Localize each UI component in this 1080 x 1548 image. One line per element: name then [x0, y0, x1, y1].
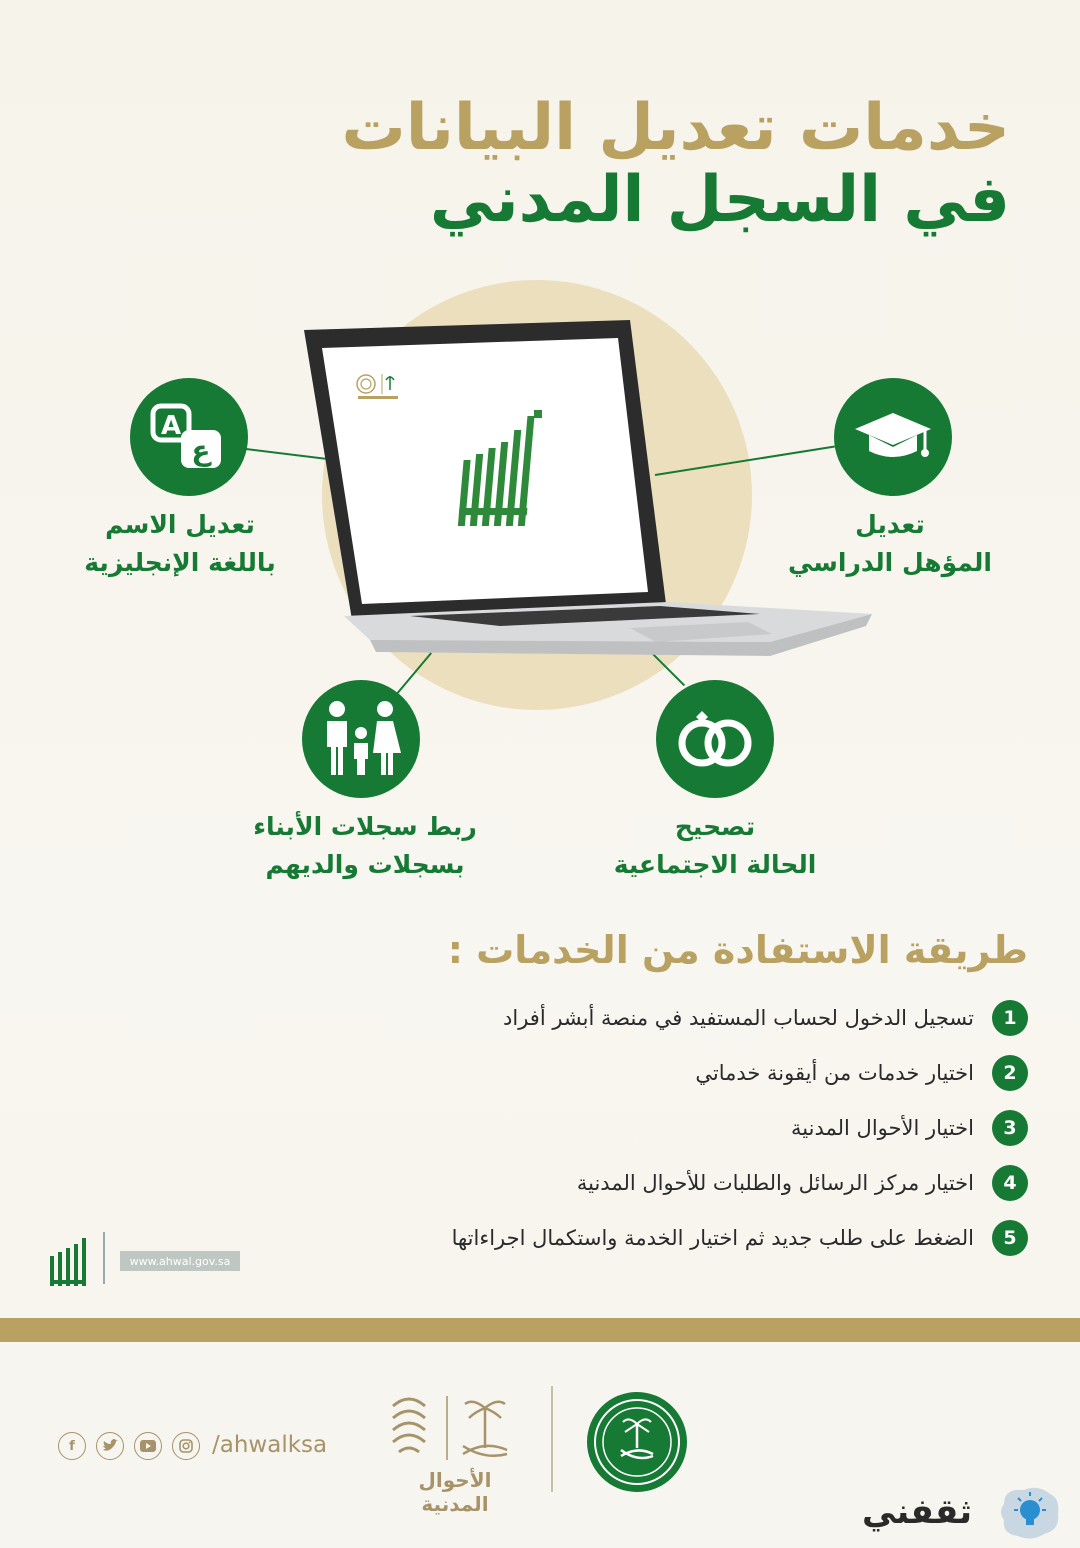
graduation-cap-icon [853, 407, 933, 467]
language-translate-icon [149, 402, 229, 472]
service-link-children-circle [302, 680, 420, 798]
palm-swords-icon [463, 1402, 507, 1456]
svg-text:A: A [160, 411, 182, 441]
svg-text:ع: ع [191, 434, 211, 467]
page-title-line2: في السجل المدني [429, 163, 1010, 237]
service-marital-status-label: تصحيح الحالة الاجتماعية [613, 812, 817, 879]
list-item [328, 1163, 1028, 1203]
list-item [328, 998, 1028, 1038]
service-english-name-circle [130, 378, 248, 496]
step-number: 2 [992, 1055, 1028, 1091]
step-text: اختيار مركز الرسائل والطلبات للأحوال المدنية [576, 1171, 974, 1195]
step-text: اختيار خدمات من أيقونة خدماتي [695, 1061, 974, 1085]
divider [551, 1386, 553, 1492]
step-text: الضغط على طلب جديد ثم اختيار الخدمة واستكمال اجراءاتها [451, 1226, 974, 1250]
fingerprint-icon [393, 1399, 425, 1452]
website-link[interactable]: www.ahwal.gov.sa [120, 1251, 240, 1271]
instagram-icon[interactable] [172, 1432, 200, 1460]
step-number: 1 [992, 1000, 1028, 1036]
step-number: 3 [992, 1110, 1028, 1146]
list-item [328, 1053, 1028, 1093]
step-text: اختيار الأحوال المدنية [791, 1116, 974, 1140]
service-english-name-label: تعديل الاسم باللغة الإنجليزية [84, 510, 276, 577]
service-link-children-label: ربط سجلات الأبناء بسجلات والديهم [253, 812, 477, 879]
laptop-illustration [300, 320, 880, 670]
step-number: 5 [992, 1220, 1028, 1256]
youtube-icon[interactable] [134, 1432, 162, 1460]
wedding-rings-icon [672, 709, 758, 769]
ministry-emblem [587, 1392, 687, 1492]
service-marital-status-circle [656, 680, 774, 798]
step-number: 4 [992, 1165, 1028, 1201]
page-title-line1: خدمات تعديل البيانات [341, 91, 1010, 165]
list-item [328, 1218, 1028, 1258]
social-handle[interactable]: /ahwalksa [212, 1432, 328, 1458]
lightbulb-icon [998, 1484, 1062, 1544]
ahwal-label: الأحوال المدنية [418, 1468, 492, 1516]
ministry-seal-icon [591, 1396, 683, 1488]
family-icon [315, 699, 407, 779]
service-qualification-circle [834, 378, 952, 496]
absher-small-logo [48, 1236, 94, 1288]
facebook-icon[interactable]: f [58, 1432, 86, 1460]
ahwal-logo [385, 1388, 525, 1468]
twitter-icon[interactable] [96, 1432, 124, 1460]
service-qualification-label: تعديل المؤهل الدراسي [788, 510, 992, 577]
list-item [328, 1108, 1028, 1148]
watermark-text: ثقفني [862, 1492, 972, 1532]
step-text: تسجيل الدخول لحساب المستفيد في منصة أبشر أفراد [503, 1006, 974, 1030]
steps-heading: طريقة الاستفادة من الخدمات : [447, 928, 1028, 972]
divider [103, 1232, 105, 1284]
footer-gold-band [0, 1318, 1080, 1342]
